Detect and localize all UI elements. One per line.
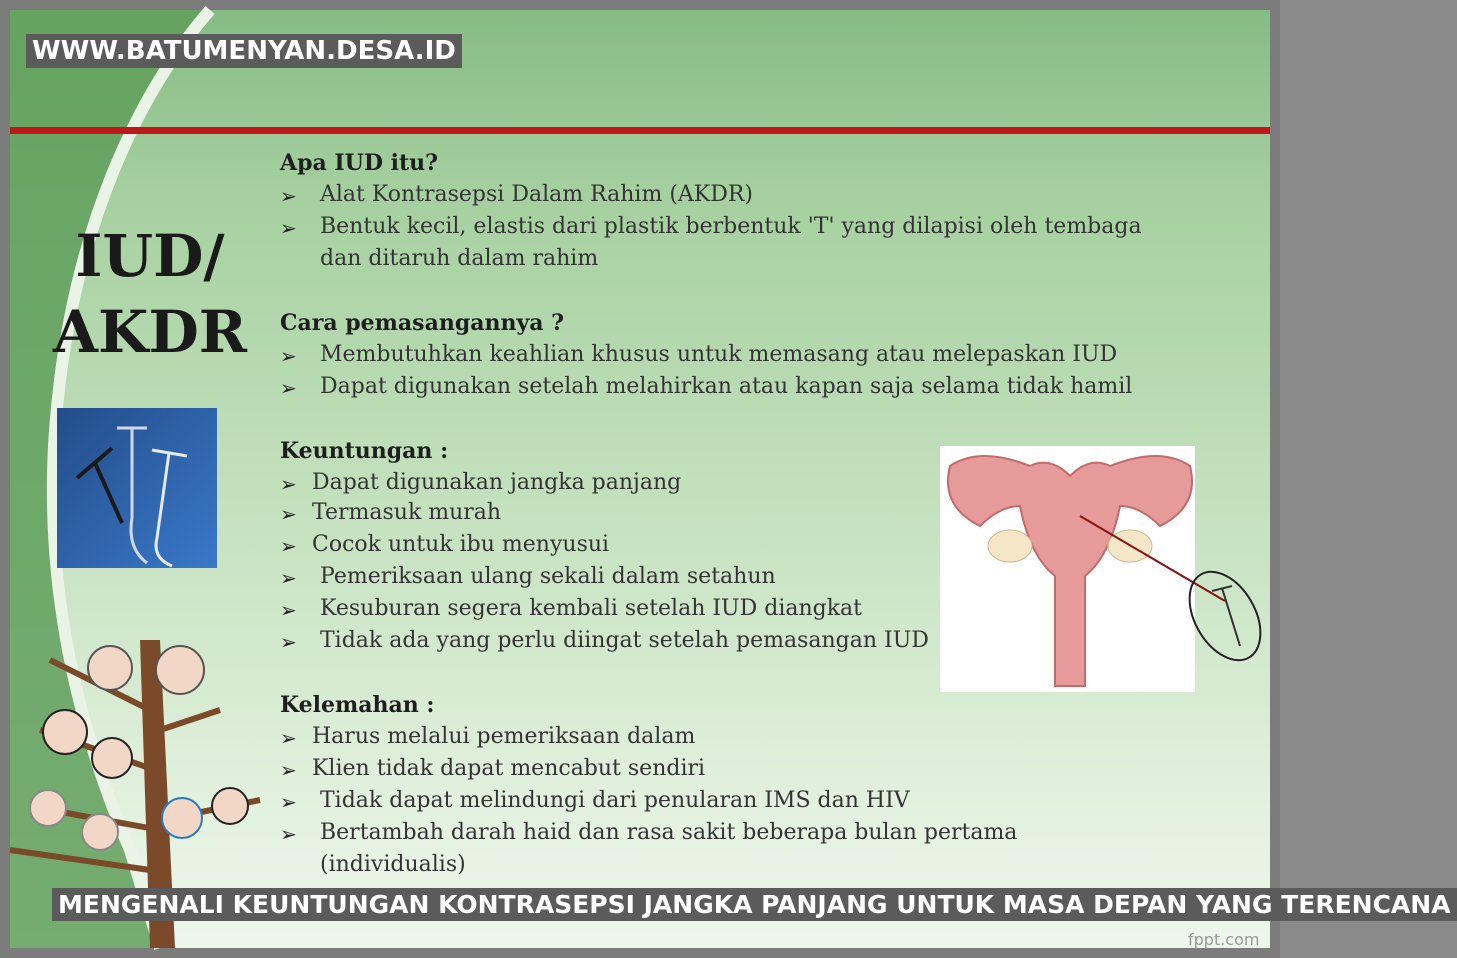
footer-logo-text: fppt.com <box>1188 930 1260 949</box>
uterus-illustration <box>940 446 1270 696</box>
list-item: Bentuk kecil, elastis dari plastik berbentuk 'T' yang dilapisi oleh tembaga <box>320 214 1142 239</box>
bullet-arrow-icon: ➢ <box>280 376 297 400</box>
title-line-2: AKDR <box>53 298 247 366</box>
bullet-arrow-icon: ➢ <box>280 216 297 240</box>
list-item: Tidak ada yang perlu diingat setelah pemasangan IUD <box>320 628 929 653</box>
bullet-arrow-icon: ➢ <box>280 534 297 558</box>
site-watermark: WWW.BATUMENYAN.DESA.ID <box>26 34 462 68</box>
list-item: Alat Kontrasepsi Dalam Rahim (AKDR) <box>320 182 754 207</box>
list-item: Dapat digunakan jangka panjang <box>312 470 682 495</box>
section-heading-kelemahan: Kelemahan : <box>280 692 435 718</box>
list-item: Cocok untuk ibu menyusui <box>312 532 610 557</box>
bullet-arrow-icon: ➢ <box>280 790 297 814</box>
header-divider-line <box>10 127 1270 134</box>
section-heading-cara-pemasangan: Cara pemasangannya ? <box>280 310 565 336</box>
slide <box>10 10 1270 948</box>
list-item: Pemeriksaan ulang sekali dalam setahun <box>320 564 776 589</box>
list-item: Membutuhkan keahlian khusus untuk memasang atau melepaskan IUD <box>320 342 1118 367</box>
bullet-arrow-icon: ➢ <box>280 502 297 526</box>
bullet-arrow-icon: ➢ <box>280 758 297 782</box>
list-item: Klien tidak dapat mencabut sendiri <box>312 756 706 781</box>
list-item: dan ditaruh dalam rahim <box>320 246 599 271</box>
list-item: Kesuburan segera kembali setelah IUD diangkat <box>320 596 863 621</box>
bullet-arrow-icon: ➢ <box>280 630 297 654</box>
section-heading-keuntungan: Keuntungan : <box>280 438 449 464</box>
bullet-arrow-icon: ➢ <box>280 184 297 208</box>
bullet-arrow-icon: ➢ <box>280 598 297 622</box>
list-item: (individualis) <box>320 852 466 877</box>
list-item: Dapat digunakan setelah melahirkan atau kapan saja selama tidak hamil <box>320 374 1133 399</box>
bullet-arrow-icon: ➢ <box>280 566 297 590</box>
slide-title <box>50 218 250 370</box>
image-caption: MENGENALI KEUNTUNGAN KONTRASEPSI JANGKA PANJANG UNTUK MASA DEPAN YANG TERENCANA <box>52 888 1457 921</box>
title-line-1: IUD/ <box>75 222 225 290</box>
iud-device-photo <box>57 408 217 568</box>
bullet-arrow-icon: ➢ <box>280 344 297 368</box>
bullet-arrow-icon: ➢ <box>280 726 297 750</box>
list-item: Harus melalui pemeriksaan dalam <box>312 724 696 749</box>
list-item: Tidak dapat melindungi dari penularan IMS dan HIV <box>320 788 910 813</box>
section-heading-apa-iud: Apa IUD itu? <box>280 150 438 176</box>
bullet-arrow-icon: ➢ <box>280 822 297 846</box>
list-item: Termasuk murah <box>312 500 502 525</box>
bullet-arrow-icon: ➢ <box>280 472 297 496</box>
list-item: Bertambah darah haid dan rasa sakit beberapa bulan pertama <box>320 820 1018 845</box>
